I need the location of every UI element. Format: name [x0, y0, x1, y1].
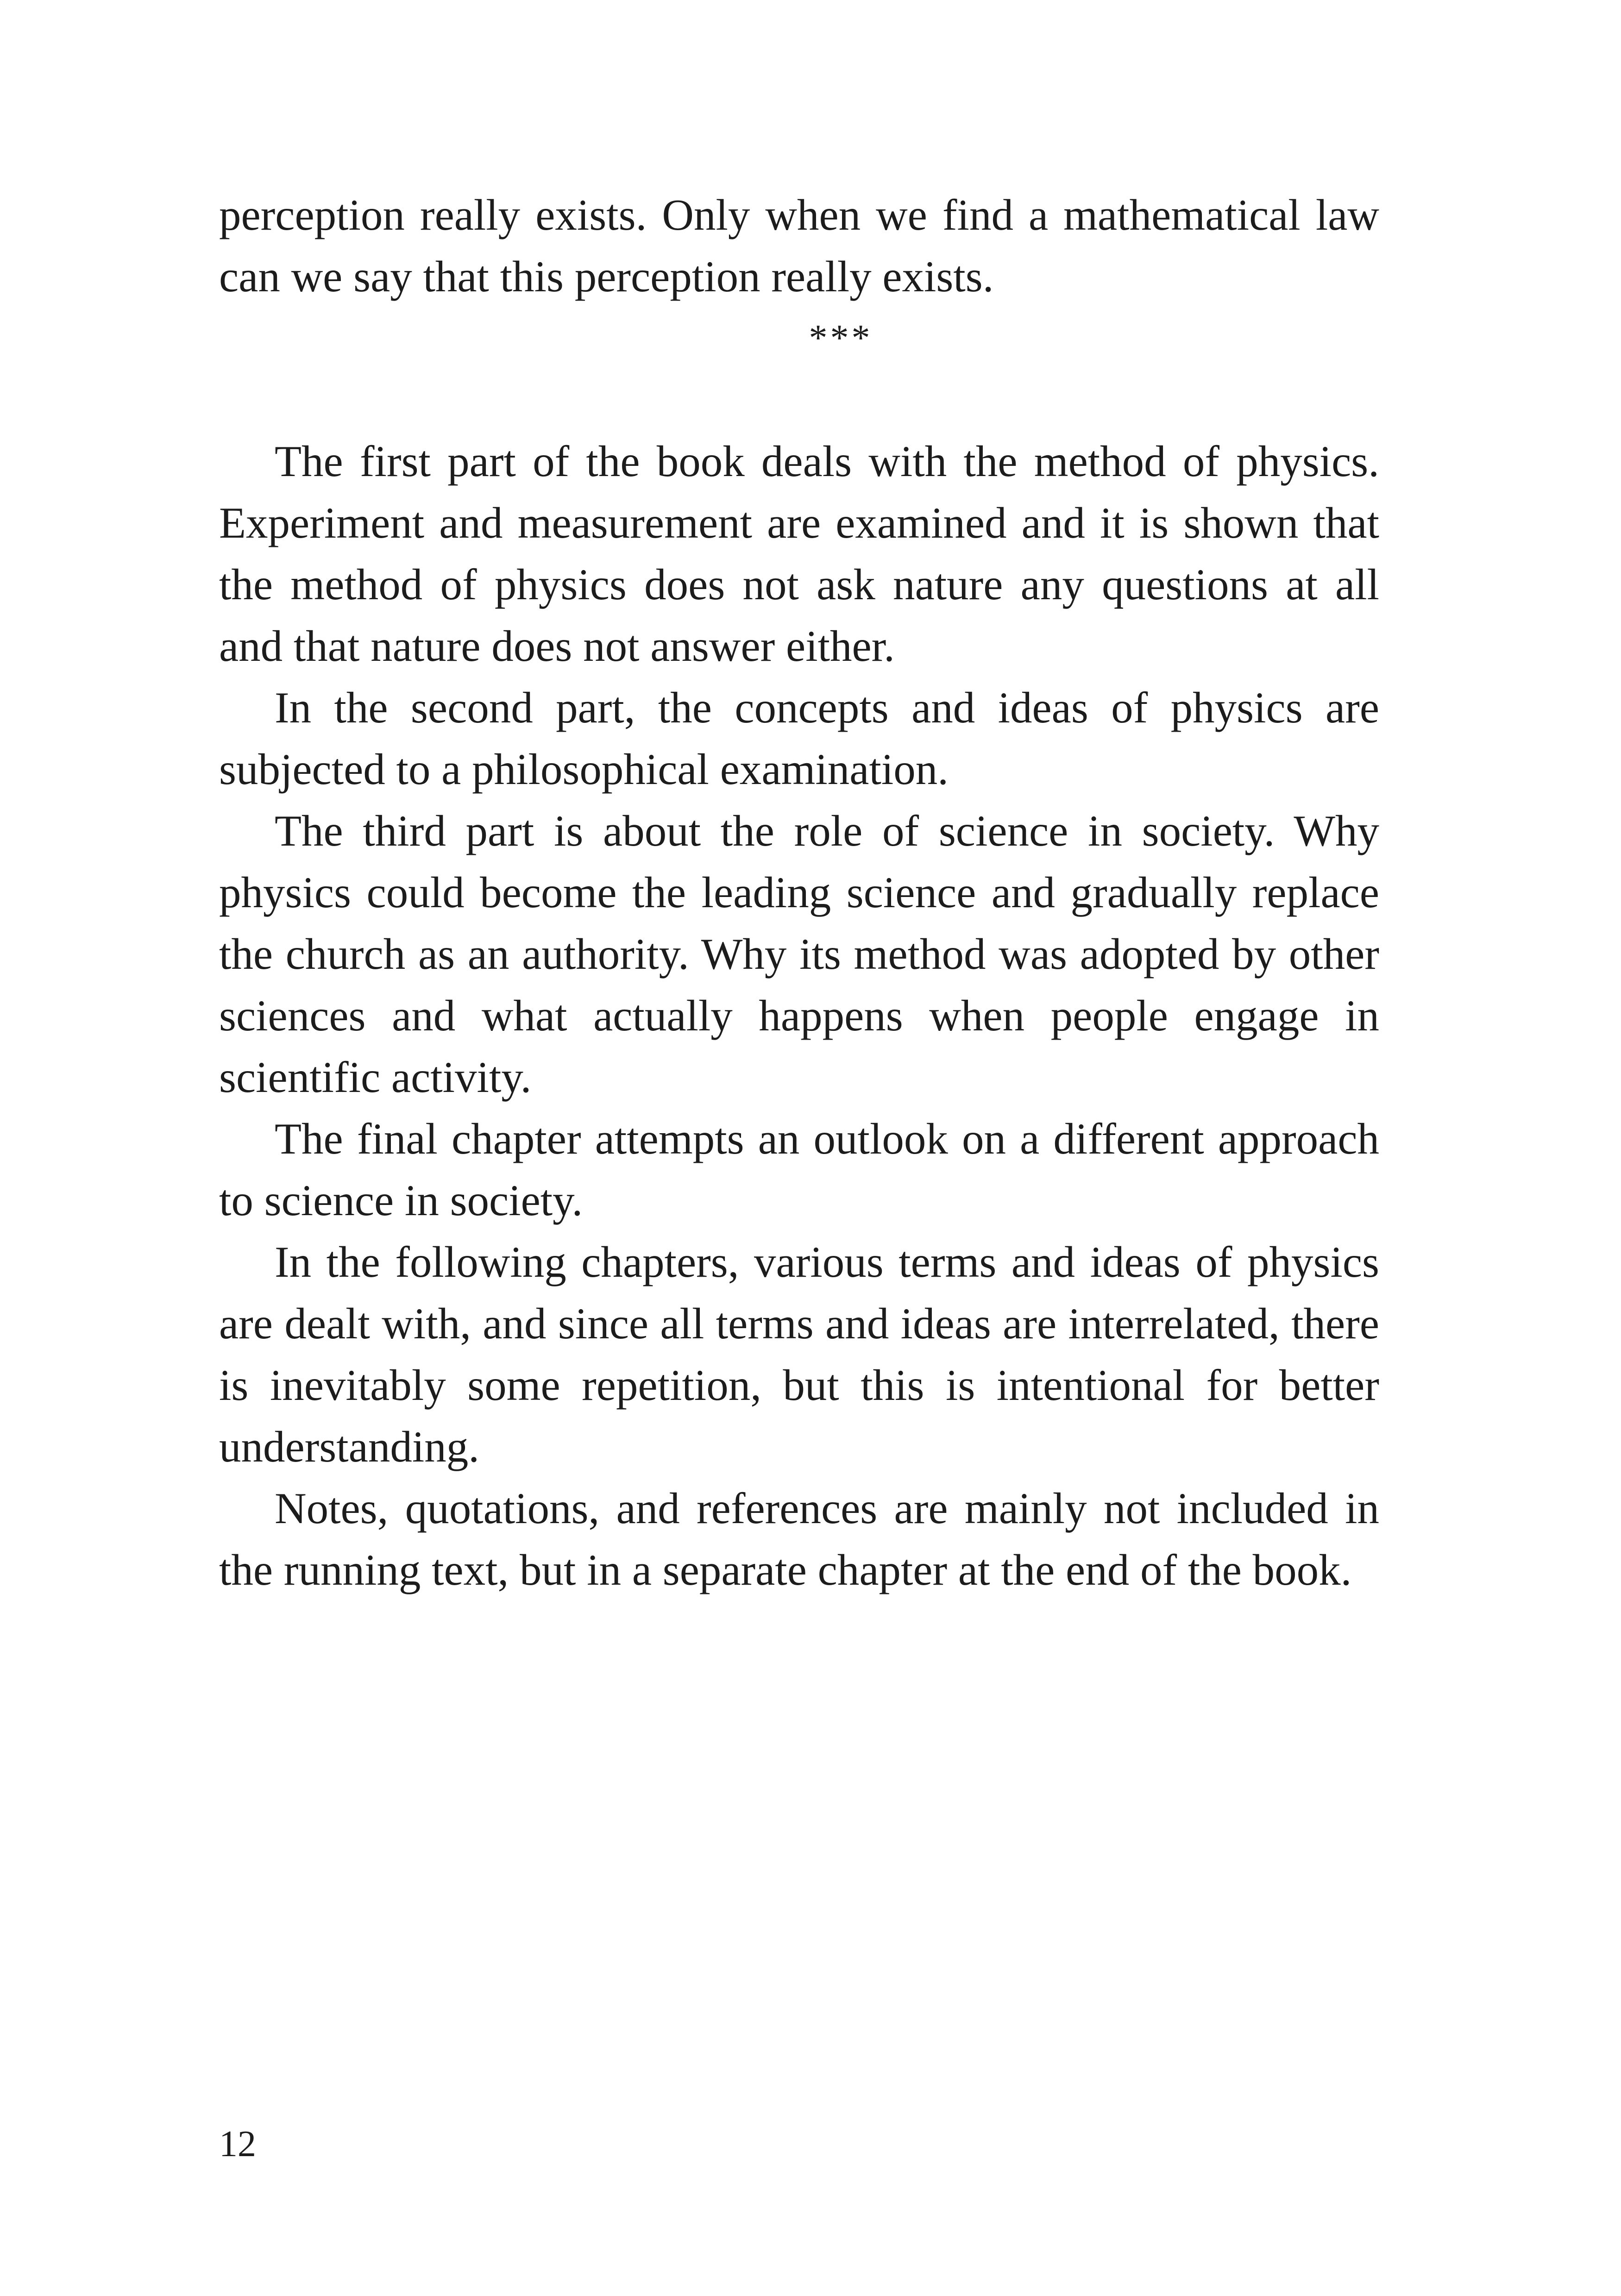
page-number: 12 [219, 2124, 256, 2164]
section-separator: *** [809, 318, 873, 358]
body-text [219, 184, 1379, 1601]
section-gap [219, 369, 1379, 431]
paragraph-final-chapter: The final chapter attempts an outlook on a different approach to science in society. [219, 1114, 1379, 1225]
continued-paragraph: perception really exists. Only when we find a mathematical law can we say that this perception really exists. [219, 190, 1379, 301]
paragraph-third-part: The third part is about the role of science in society. Why physics could become the leading science and gradually replace the church as an authority. Why its method was adopted by other sciences and what actually happens when people engage in scientific activity. [219, 806, 1379, 1102]
paragraph-second-part: In the second part, the concepts and ideas of physics are subjected to a philosophical examination. [219, 683, 1379, 794]
paragraph-following-chapters: In the following chapters, various terms and ideas of physics are dealt with, and since all terms and ideas are interrelated, there is inevitably some repetition, but this is intentional for better understanding. [219, 1237, 1379, 1471]
paragraph-method-of-physics: The first part of the book deals with the method of physics. Experiment and measurement are examined and it is shown that the method of physics does not ask nature any questions at all and that nature does not answer either. [219, 437, 1379, 671]
paragraph-notes: Notes, quotations, and references are mainly not included in the running text, but in a separate chapter at the end of the book. [219, 1484, 1379, 1594]
